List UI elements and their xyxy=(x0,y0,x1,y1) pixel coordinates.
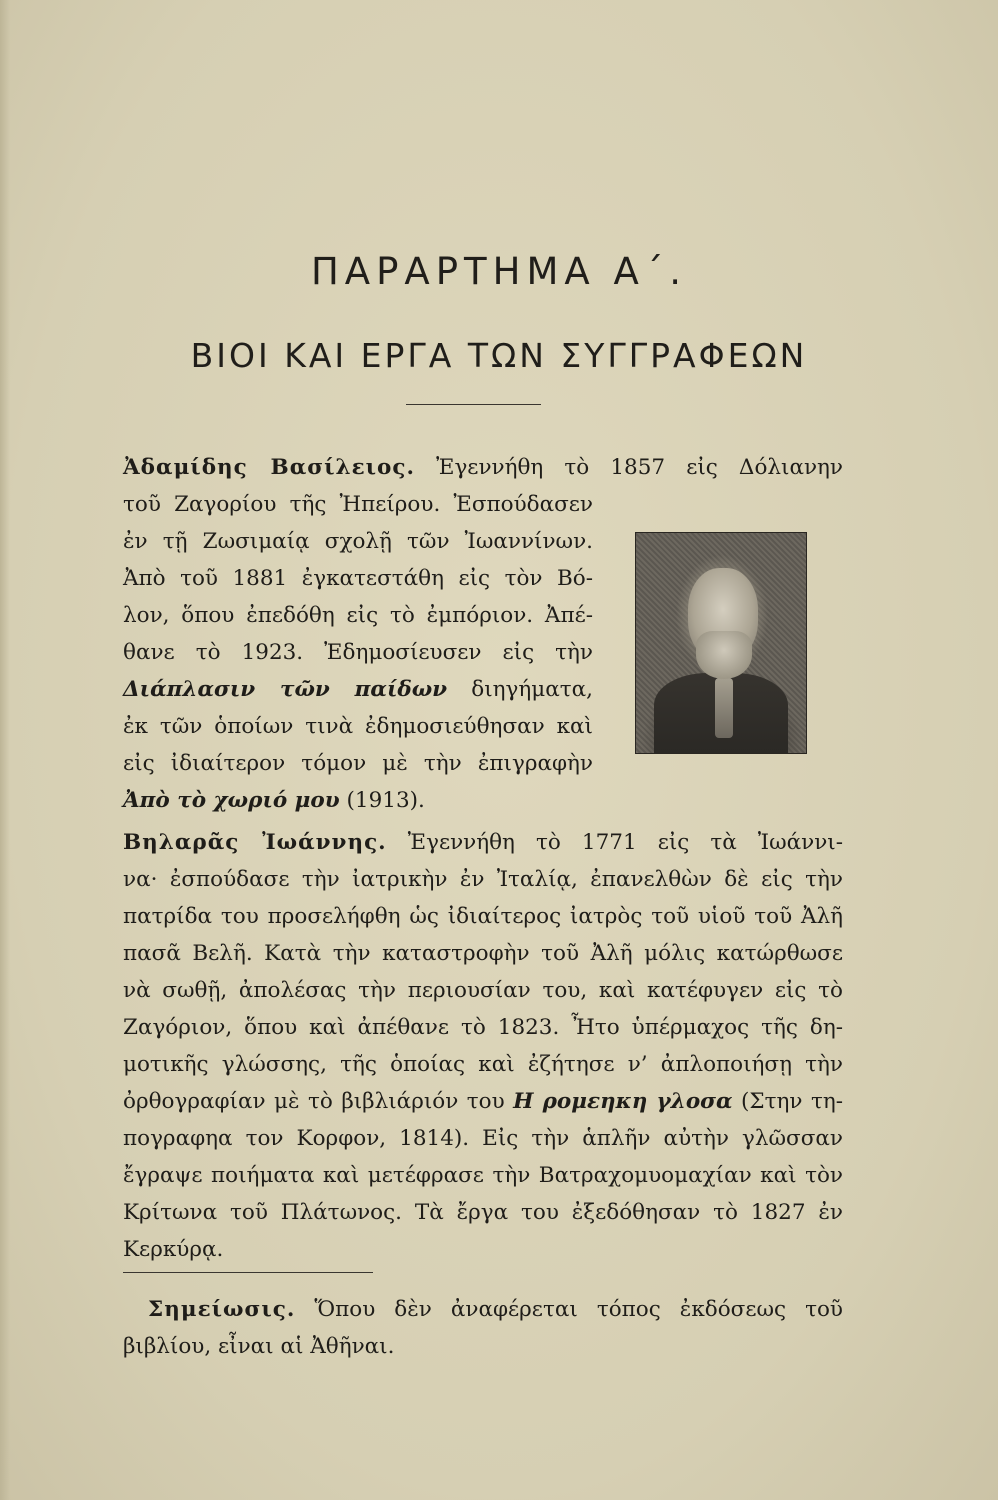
title-divider xyxy=(406,404,541,405)
entry1-author-name: Ἀδαμίδης Βασίλειος. xyxy=(123,455,415,480)
entry2-line-11: Κρίτωνα τοῦ Πλάτωνος. Τὰ ἔργα του ἐξεδόθησαν τὸ 1827 ἐν xyxy=(123,1200,843,1225)
entry2-line-10: ἔγραψε ποιήματα καὶ μετέφρασε τὴν Βατραχομυομαχίαν καὶ τὸν xyxy=(123,1163,843,1188)
entry1-line-1-text: Ἐγεννήθη τὸ 1857 εἰς Δόλιανην xyxy=(436,455,843,480)
entry1-line-2: τοῦ Ζαγορίου τῆς Ἠπείρου. Ἐσπούδασεν xyxy=(123,492,593,517)
entry2-line-8-pre: ὀρθογραφίαν μὲ τὸ βιβλιάριόν του xyxy=(123,1089,505,1114)
entry1-line-4: Ἀπὸ τοῦ 1881 ἐγκατεστάθη εἰς τὸν Βό- xyxy=(123,566,593,591)
note-line-2: βιβλίου, εἶναι αἱ Ἀθῆναι. xyxy=(123,1334,395,1359)
entry1-line-7 xyxy=(123,675,593,705)
note-line-1-rest: Ὅπου δὲν ἀναφέρεται τόπος ἐκδόσεως τοῦ xyxy=(314,1297,843,1322)
entry2-line-7: μοτικῆς γλώσσης, τῆς ὁποίας καὶ ἐζήτησε ν’ ἀπλοποιήσῃ τὴν xyxy=(123,1052,843,1077)
entry1-line-6: θανε τὸ 1923. Ἐδημοσίευσεν εἰς τὴν xyxy=(123,640,593,665)
entry2-book-title: Η ρομεηκη γλοσα xyxy=(513,1089,733,1114)
entry2-line-2: να· ἐσπούδασε τὴν ἰατρικὴν ἐν Ἰταλίᾳ, ἐπανελθὼν δὲ εἰς τὴν xyxy=(123,867,843,892)
entry2-line-6: Ζαγόριον, ὅπου καὶ ἀπέθανε τὸ 1823. Ἦτο ὑπέρμαχος τῆς δη- xyxy=(123,1015,843,1040)
entry1-line-10 xyxy=(123,786,593,816)
entry1-line-3: ἐν τῇ Ζωσιμαίᾳ σχολῇ τῶν Ἰωαννίνων. xyxy=(123,529,593,554)
appendix-subtitle: ΒΙΟΙ ΚΑΙ ΕΡΓΑ ΤΩΝ ΣΥΓΓΡΑΦΕΩΝ xyxy=(190,336,808,375)
entry1-line-8: ἐκ τῶν ὁποίων τινὰ ἐδημοσιεύθησαν καὶ xyxy=(123,714,593,739)
entry1-line-5: λον, ὅπου ἐπεδόθη εἰς τὸ ἐμπόριον. Ἀπέ- xyxy=(123,603,593,628)
note-line-1 xyxy=(148,1295,843,1325)
entry1-periodical-title: Διάπλασιν τῶν παίδων xyxy=(123,677,448,702)
entry1-line-7-rest: διηγήματα, xyxy=(471,677,593,702)
entry2-line-4: πασᾶ Βελῆ. Κατὰ τὴν καταστροφὴν τοῦ Ἀλῆ μόλις κατώρθωσε xyxy=(123,941,843,966)
entry2-line-1-rest: Ἐγεννήθη τὸ 1771 εἰς τὰ Ἰωάννι- xyxy=(407,830,843,855)
entry1-year: (1913). xyxy=(346,788,425,813)
entry2-author-name: Βηλαρᾶς Ἰωάννης. xyxy=(123,830,387,855)
entry1-line-9: εἰς ἰδιαίτερον τόμον μὲ τὴν ἐπιγραφὴν xyxy=(123,751,593,776)
entry1-book-title: Ἀπὸ τὸ χωριό μου xyxy=(123,788,340,813)
appendix-title: ΠΑΡΑΡΤΗΜΑ Α΄. xyxy=(310,250,688,293)
entry1-line-1 xyxy=(123,453,843,483)
portrait-tie xyxy=(715,678,733,738)
entry2-line-8 xyxy=(123,1087,843,1117)
author-portrait-photo xyxy=(635,532,807,754)
entry2-line-5: νὰ σωθῇ, ἀπολέσας τὴν περιουσίαν του, καὶ κατέφυγεν εἰς τὸ xyxy=(123,978,843,1003)
footnote-divider xyxy=(123,1272,373,1273)
entry2-line-9: πογραφηα τον Κορφον, 1814). Εἰς τὴν ἁπλῆν αὐτὴν γλῶσσαν xyxy=(123,1126,843,1151)
entry2-line-12: Κερκύρᾳ. xyxy=(123,1237,224,1262)
page-edge-shadow xyxy=(0,0,10,1500)
entry2-line-3: πατρίδα του προσελήφθη ὡς ἰδιαίτερος ἰατρὸς τοῦ υἱοῦ τοῦ Ἀλῆ xyxy=(123,904,843,929)
entry2-line-1 xyxy=(123,828,843,858)
note-label: Σημείωσις. xyxy=(148,1297,296,1322)
entry2-line-8-post: (Στην τη- xyxy=(741,1089,843,1114)
portrait-beard xyxy=(696,631,752,679)
